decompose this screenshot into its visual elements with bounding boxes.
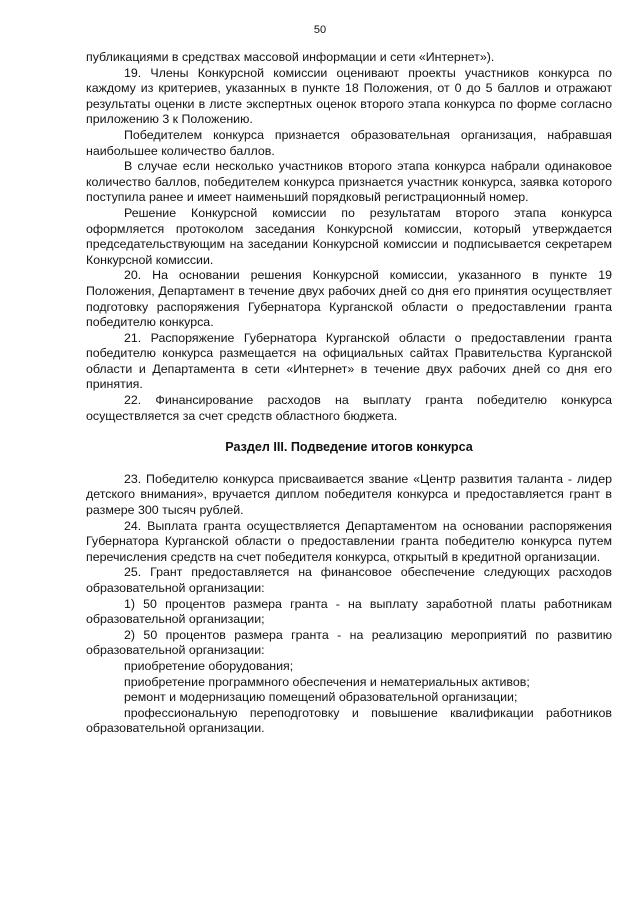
paragraph: 24. Выплата гранта осуществляется Департаментом на основании распоряжения Губернатора Курганской области о предоставлении гранта победителю конкурса путем перечисления средств на счет победителя конкурса, открытый в кредитной организации. bbox=[86, 518, 612, 564]
paragraphs-after-section bbox=[86, 472, 612, 737]
paragraph: приобретение программного обеспечения и нематериальных активов; bbox=[124, 674, 530, 689]
page-number: 50 bbox=[313, 24, 327, 36]
paragraph: профессиональную переподготовку и повышение квалификации работников образовательной организации. bbox=[86, 705, 612, 736]
paragraph: приобретение оборудования; bbox=[124, 658, 294, 673]
paragraph: 21. Распоряжение Губернатора Курганской области о предоставлении гранта победителю конкурса размещается на официальных сайтах Правительства Курганской области и Департамента в сети «Интернет» в течение двух рабочих дней со дня его принятия. bbox=[86, 330, 612, 392]
paragraph: Победителем конкурса признается образовательная организация, набравшая наибольшее количество баллов. bbox=[86, 127, 612, 158]
paragraph: 1) 50 процентов размера гранта - на выплату заработной платы работникам образовательной организации; bbox=[86, 596, 612, 627]
paragraph: 22. Финансирование расходов на выплату гранта победителю конкурса осуществляется за счет средств областного бюджета. bbox=[86, 393, 612, 423]
paragraph: 2) 50 процентов размера гранта - на реализацию мероприятий по развитию образовательной организации: bbox=[86, 627, 612, 658]
section-heading: Раздел III. Подведение итогов конкурса bbox=[225, 440, 473, 455]
paragraph: публикациями в средствах массовой информации и сети «Интернет»). bbox=[86, 50, 495, 64]
paragraph: 20. На основании решения Конкурсной комиссии, указанного в пункте 19 Положения, Департамент в течение двух рабочих дней со дня его принятия осуществляет подготовку распоряжения Губернатора Курганской области о предоставлении гранта победителю конкурса. bbox=[86, 268, 612, 330]
paragraph: В случае если несколько участников второго этапа конкурса набрали одинаковое количество баллов, победителем конкурса признается участник конкурса, заявка которого поступила ранее и имеет наименьший порядковый регистрационный номер. bbox=[86, 159, 612, 205]
paragraph: 23. Победителю конкурса присваивается звание «Центр развития таланта - лидер детского внимания», вручается диплом победителя конкурса и предоставляется грант в размере 300 тысяч рублей. bbox=[86, 471, 612, 518]
document-body bbox=[86, 50, 612, 737]
paragraphs-before-section bbox=[86, 50, 612, 424]
paragraph: Решение Конкурсной комиссии по результатам второго этапа конкурса оформляется протоколом заседания Конкурсной комиссии, который утверждается председательствующим на заседании Конкурсной комиссии и подписывается секретарем Конкурсной комиссии. bbox=[86, 205, 612, 267]
paragraph: 19. Члены Конкурсной комиссии оценивают проекты участников конкурса по каждому из критериев, указанных в пункте 18 Положения, от 0 до 5 баллов и отражают результаты оценки в листе экспертных оценок второго этапа конкурса по форме согласно приложению 3 к Положению. bbox=[86, 65, 612, 127]
paragraph: ремонт и модернизацию помещений образовательной организации; bbox=[124, 690, 518, 705]
paragraph: 25. Грант предоставляется на финансовое обеспечение следующих расходов образовательной организации: bbox=[86, 565, 612, 595]
